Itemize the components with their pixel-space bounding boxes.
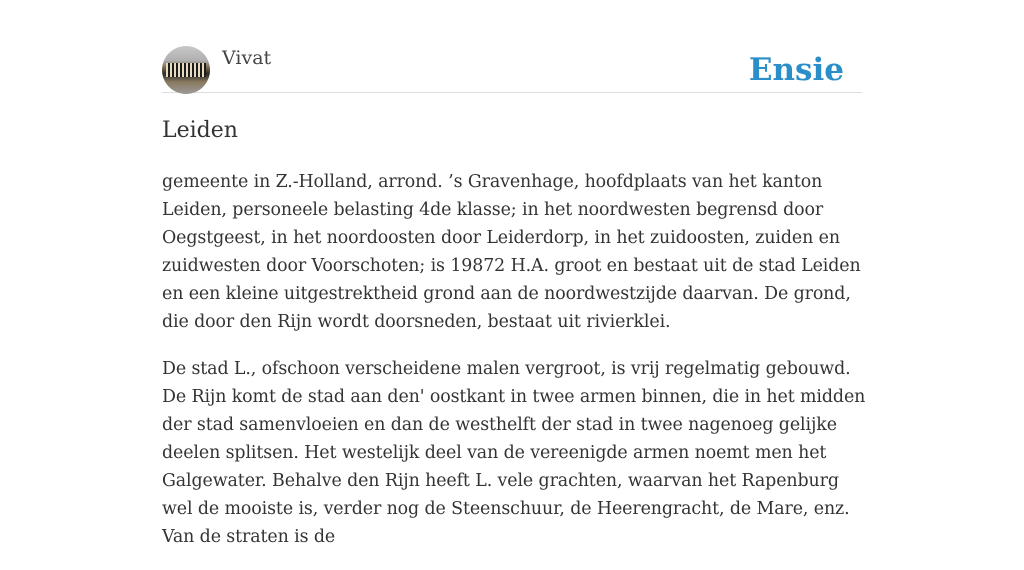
bookshelf-avatar-icon	[166, 63, 206, 77]
ensie-logo[interactable]: Ensie	[748, 52, 844, 88]
author-avatar[interactable]	[162, 46, 210, 94]
article-paragraph: gemeente in Z.-Holland, arrond. ’s Gravenhage, hoofdplaats van het kanton Leiden, personeele belasting 4de klasse; in het noordwesten begrensd door Oegstgeest, in het noordoosten door Leiderdorp, in het zuidoosten, zuiden en zuidwesten door Voorschoten; is 19872 H.A. groot en bestaat uit de stad Leiden en een kleine uitgestrektheid grond aan de noordwestzijde daarvan. De grond, die door den Rijn wordt doorsneden, bestaat uit rivierklei.	[162, 172, 861, 332]
author-name[interactable]: Vivat	[222, 47, 272, 69]
article-paragraph: De stad L., ofschoon verscheidene malen vergroot, is vrij regelmatig gebouwd. De Rijn komt de stad aan den' oostkant in twee armen binnen, die in het midden der stad samenvloeien en dan de westhelft der stad in twee nagenoeg gelijke deelen splitsen. Het westelijk deel van de vereenigde armen noemt men het Galgewater. Behalve den Rijn heeft L. vele grachten, waarvan het Rapenburg wel de mooiste is, verder nog de Steenschuur, de Heerengracht, de Mare, enz. Van de straten is de	[162, 359, 866, 547]
site-header	[162, 46, 862, 93]
article-body	[162, 168, 867, 570]
article-title: Leiden	[162, 118, 238, 143]
